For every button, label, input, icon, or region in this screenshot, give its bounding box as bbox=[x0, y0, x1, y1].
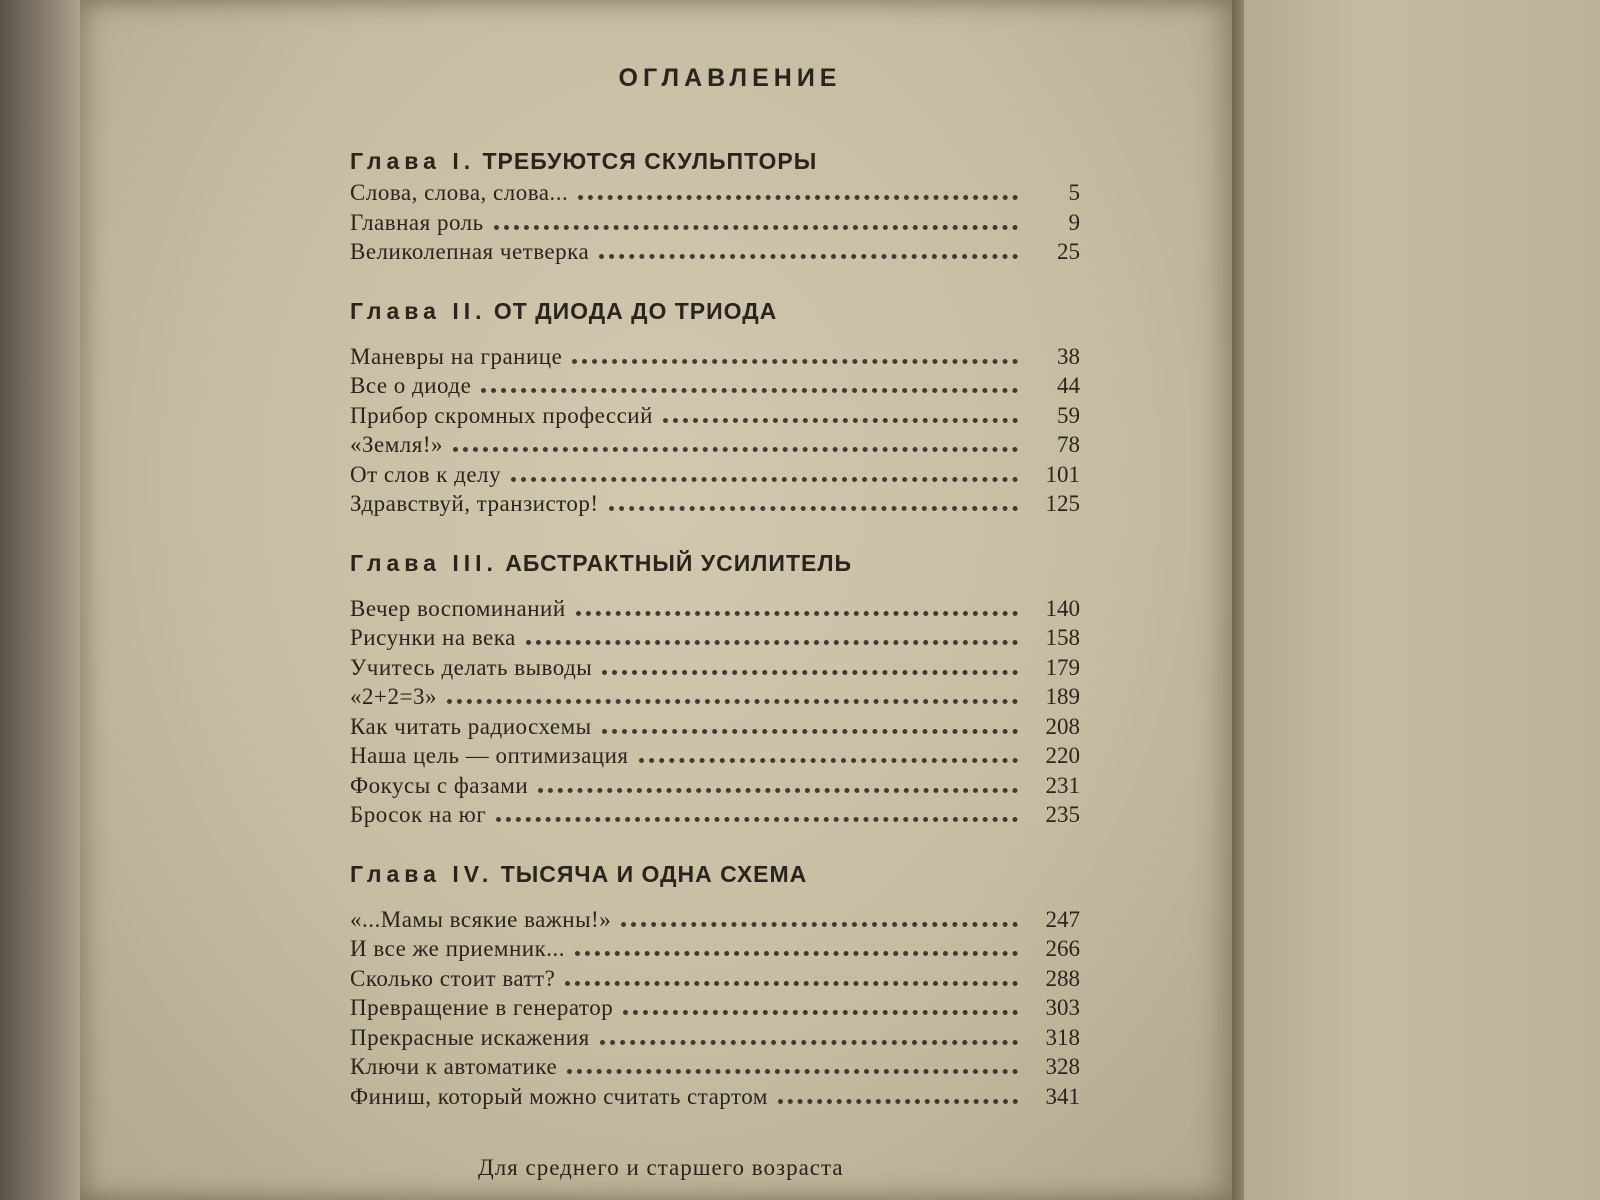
entry-page: 9 bbox=[1068, 209, 1080, 235]
dot-leader bbox=[496, 799, 1018, 822]
page-title: ОГЛАВЛЕНИЕ bbox=[618, 64, 842, 92]
toc-entry bbox=[350, 1022, 1080, 1052]
entry-title: «...Мамы всякие важны!» bbox=[350, 906, 612, 932]
entry-title: Наша цель — оптимизация bbox=[350, 743, 629, 768]
entry-page: 125 bbox=[1045, 491, 1080, 516]
dot-leader bbox=[567, 1051, 1018, 1074]
entry-title: Все о диоде bbox=[350, 373, 472, 398]
entry-page: 231 bbox=[1045, 772, 1080, 798]
dot-leader bbox=[623, 992, 1018, 1015]
toc-entry bbox=[350, 622, 1080, 652]
dot-leader bbox=[494, 207, 1018, 230]
entry-title: Маневры на границе bbox=[350, 343, 563, 369]
toc-entry bbox=[350, 236, 1080, 266]
toc-entry bbox=[350, 459, 1080, 489]
chapter-prefix: Глава III. bbox=[350, 549, 498, 576]
dot-leader bbox=[778, 1081, 1018, 1104]
dot-leader bbox=[511, 459, 1018, 482]
dot-leader bbox=[526, 622, 1018, 645]
toc-entry bbox=[350, 933, 1080, 963]
toc-entry bbox=[350, 799, 1080, 829]
chapter-prefix: Глава I. bbox=[350, 148, 476, 174]
entry-title: Здравствуй, транзистор! bbox=[350, 491, 599, 516]
entry-page: 44 bbox=[1057, 373, 1080, 398]
entry-title: Прибор скромных профессий bbox=[350, 402, 653, 428]
toc-entry bbox=[350, 904, 1080, 934]
chapter-heading bbox=[350, 550, 1080, 577]
entry-title: Вечер воспоминаний bbox=[350, 595, 566, 621]
entry-page: 25 bbox=[1057, 239, 1080, 264]
entry-page: 179 bbox=[1045, 654, 1080, 680]
toc-entry bbox=[350, 992, 1080, 1022]
toc-entry bbox=[350, 429, 1080, 459]
entry-page: 101 bbox=[1045, 461, 1080, 487]
entry-page: 328 bbox=[1045, 1054, 1080, 1079]
toc-entry bbox=[350, 1081, 1080, 1111]
dot-leader bbox=[575, 933, 1018, 956]
entry-page: 266 bbox=[1045, 936, 1080, 961]
entry-title: Главная роль bbox=[350, 209, 484, 235]
chapter-name: ТРЕБУЮТСЯ СКУЛЬПТОРЫ bbox=[482, 148, 818, 174]
entry-title: Рисунки на века bbox=[350, 625, 516, 650]
dot-leader bbox=[576, 593, 1018, 616]
chapter-name: АБСТРАКТНЫЙ УСИЛИТЕЛЬ bbox=[505, 549, 853, 576]
chapter-3 bbox=[350, 550, 1080, 829]
dot-leader bbox=[639, 740, 1019, 763]
entry-page: 318 bbox=[1045, 1024, 1080, 1050]
entry-page: 78 bbox=[1057, 432, 1080, 457]
dot-leader bbox=[609, 488, 1018, 511]
entry-page: 341 bbox=[1045, 1083, 1080, 1109]
entry-title: От слов к делу bbox=[350, 461, 502, 487]
dot-leader bbox=[481, 370, 1018, 393]
chapter-1 bbox=[350, 148, 1080, 266]
entry-page: 220 bbox=[1045, 743, 1080, 768]
entry-page: 140 bbox=[1045, 595, 1080, 621]
toc-entry bbox=[350, 652, 1080, 682]
toc-entry bbox=[350, 740, 1080, 770]
dot-leader bbox=[600, 1022, 1018, 1045]
entry-title: Фокусы с фазами bbox=[350, 772, 529, 798]
toc-entry bbox=[350, 177, 1080, 207]
age-note: Для среднего и старшего возраста bbox=[478, 1155, 844, 1180]
entry-title: «Земля!» bbox=[350, 432, 444, 457]
entry-title: Финиш, который можно считать стартом bbox=[350, 1083, 768, 1109]
entry-title: Ключи к автоматике bbox=[350, 1054, 558, 1079]
toc-entry bbox=[350, 770, 1080, 800]
toc-entry bbox=[350, 341, 1080, 371]
chapter-name: ТЫСЯЧА И ОДНА СХЕМА bbox=[500, 860, 808, 887]
dot-leader bbox=[453, 429, 1018, 452]
book-edge-left bbox=[0, 0, 88, 1200]
entry-page: 288 bbox=[1045, 965, 1080, 991]
entry-title: Бросок на юг bbox=[350, 802, 487, 827]
entry-title: Слова, слова, слова... bbox=[350, 180, 569, 205]
entry-page: 303 bbox=[1045, 995, 1080, 1020]
entry-page: 38 bbox=[1057, 343, 1080, 369]
toc-entry bbox=[350, 370, 1080, 400]
entry-page: 208 bbox=[1045, 713, 1080, 739]
entry-title: Превращение в генератор bbox=[350, 995, 614, 1020]
dot-leader bbox=[663, 400, 1018, 423]
entry-title: Великолепная четверка bbox=[350, 239, 590, 264]
chapter-heading bbox=[350, 148, 1080, 175]
chapter-prefix: Глава IV. bbox=[350, 860, 494, 887]
facing-page bbox=[1244, 0, 1600, 1200]
dot-leader bbox=[621, 904, 1018, 927]
toc-entry bbox=[350, 963, 1080, 993]
dot-leader bbox=[572, 341, 1018, 364]
toc-entry bbox=[350, 400, 1080, 430]
dot-leader bbox=[602, 652, 1018, 675]
entry-title: Как читать радиосхемы bbox=[350, 713, 592, 739]
entry-page: 235 bbox=[1045, 802, 1080, 827]
chapter-heading bbox=[350, 861, 1080, 888]
chapter-2 bbox=[350, 298, 1080, 518]
dot-leader bbox=[578, 177, 1018, 200]
chapter-4 bbox=[350, 861, 1080, 1111]
chapter-prefix: Глава II. bbox=[350, 297, 487, 324]
toc-entry bbox=[350, 711, 1080, 741]
entry-page: 5 bbox=[1068, 180, 1080, 205]
toc-entry bbox=[350, 488, 1080, 518]
entry-title: «2+2=3» bbox=[350, 684, 437, 709]
toc-entry bbox=[350, 593, 1080, 623]
dot-leader bbox=[538, 770, 1018, 793]
dot-leader bbox=[565, 963, 1018, 986]
entry-title: Учитесь делать выводы bbox=[350, 654, 593, 680]
toc-entry bbox=[350, 681, 1080, 711]
entry-title: И все же приемник... bbox=[350, 936, 566, 961]
chapter-heading bbox=[350, 298, 1080, 325]
entry-page: 59 bbox=[1057, 402, 1080, 428]
dot-leader bbox=[447, 681, 1018, 704]
dot-leader bbox=[602, 711, 1018, 734]
entry-title: Сколько стоит ватт? bbox=[350, 965, 556, 991]
entry-page: 158 bbox=[1045, 625, 1080, 650]
entry-title: Прекрасные искажения bbox=[350, 1024, 590, 1050]
chapter-name: ОТ ДИОДА ДО ТРИОДА bbox=[493, 297, 778, 324]
entry-page: 189 bbox=[1045, 684, 1080, 709]
toc-entry bbox=[350, 1051, 1080, 1081]
dot-leader bbox=[599, 236, 1018, 259]
toc-entry bbox=[350, 207, 1080, 237]
table-of-contents bbox=[350, 148, 1080, 1110]
entry-page: 247 bbox=[1045, 906, 1080, 932]
